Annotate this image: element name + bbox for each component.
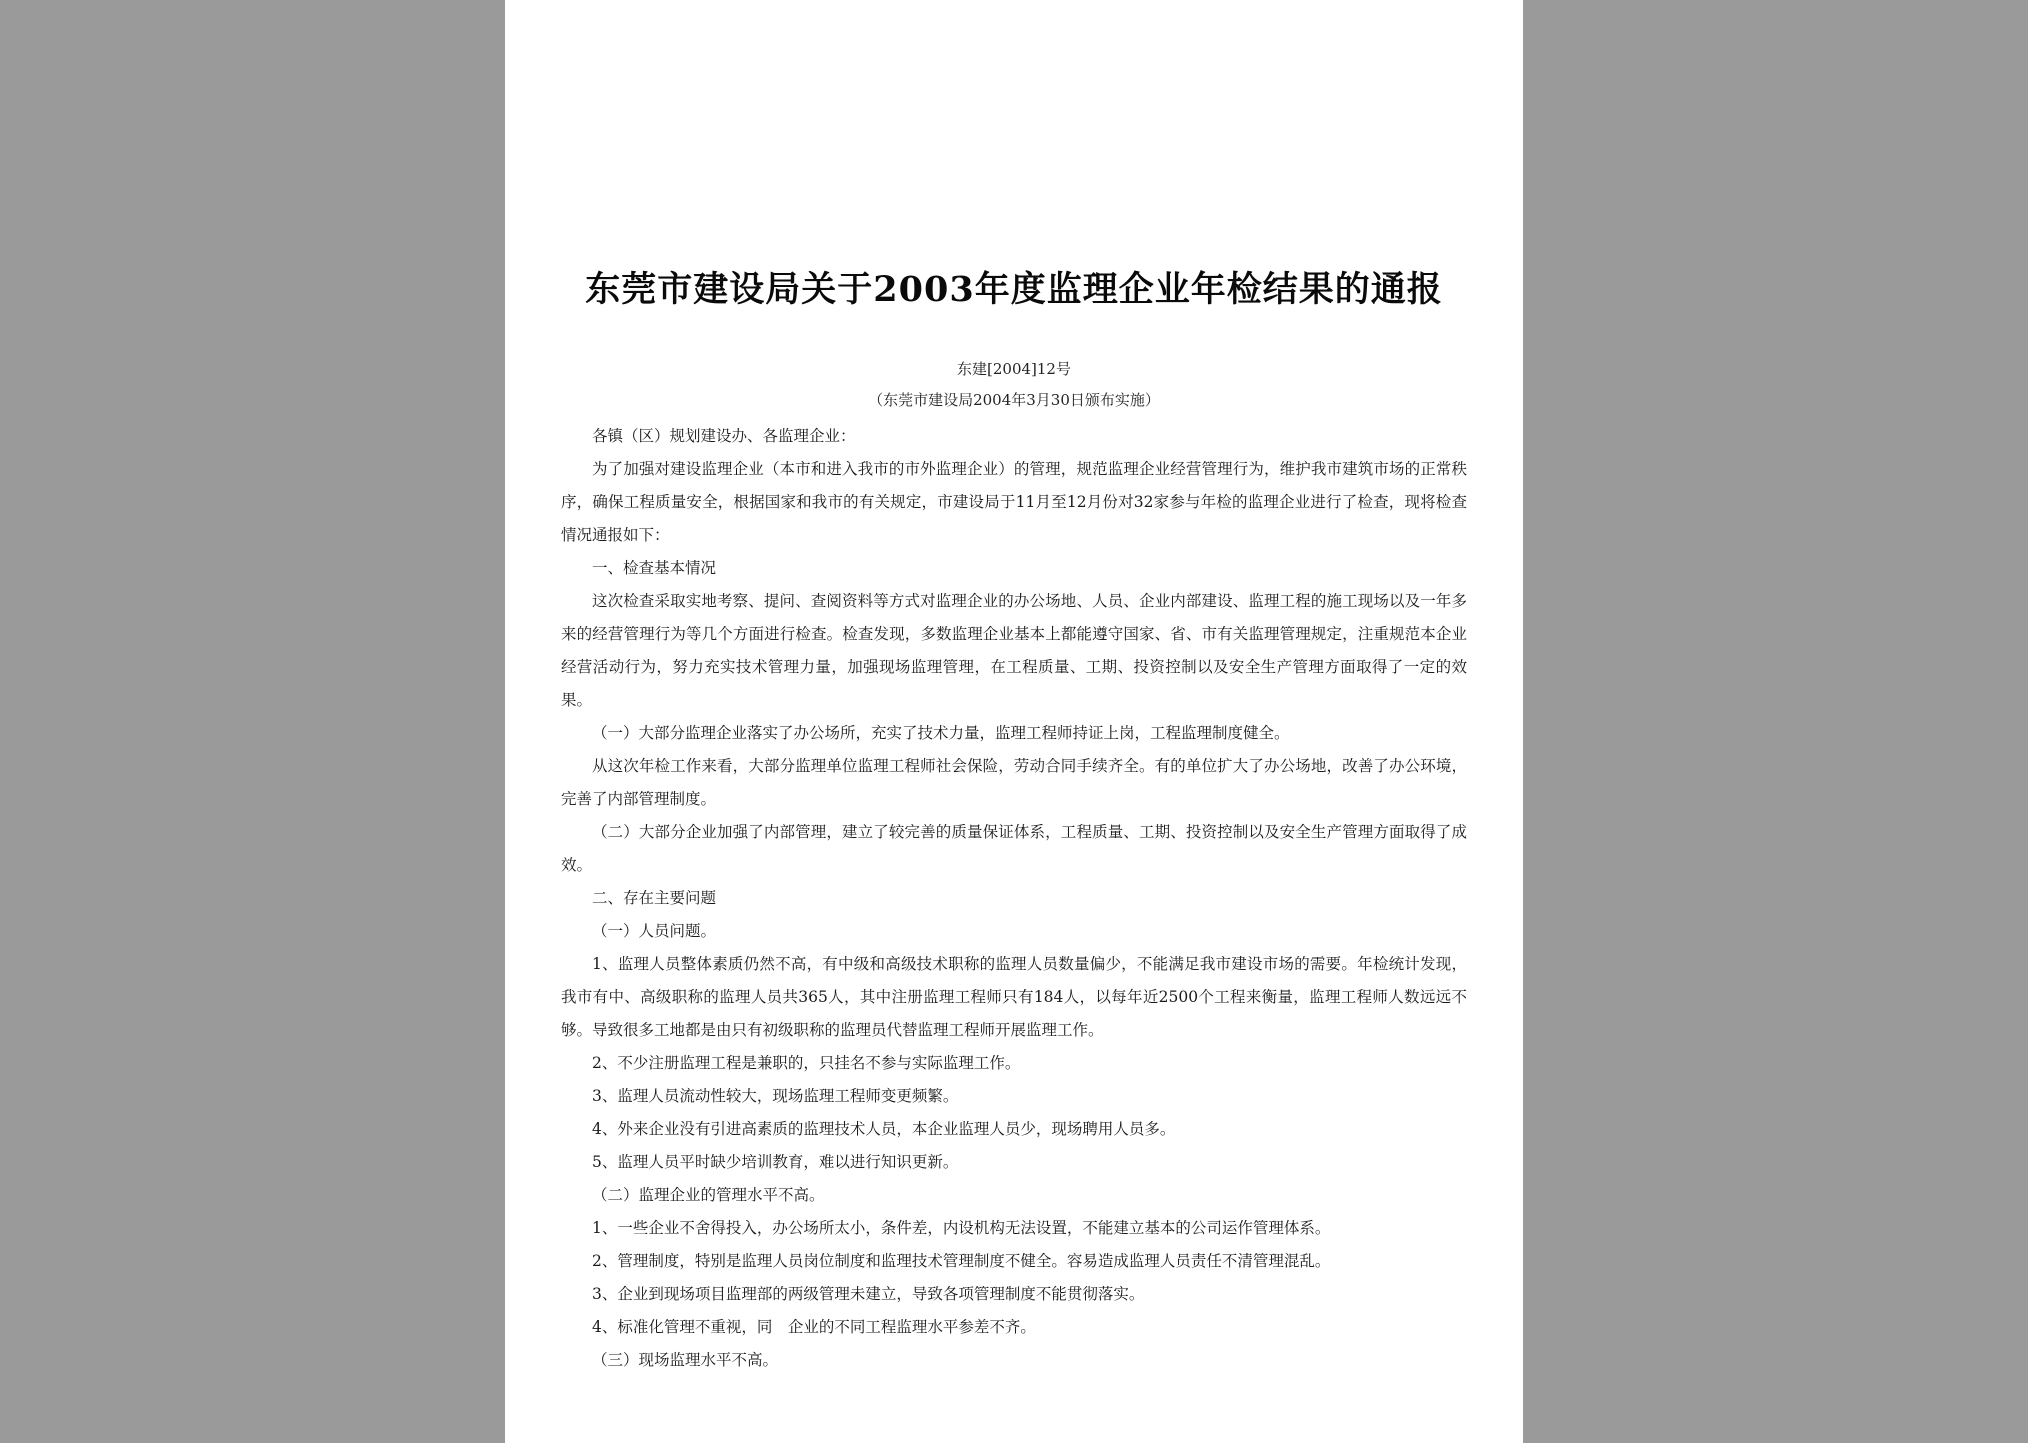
document-issue-note: （东莞市建设局2004年3月30日颁布实施）	[868, 391, 1160, 409]
paragraph: 从这次年检工作来看，大部分监理单位监理工程师社会保险，劳动合同手续齐全。有的单位扩大了办公场地，改善了办公环境，完善了内部管理制度。	[561, 757, 1467, 808]
salutation: 各镇（区）规划建设办、各监理企业：	[592, 427, 856, 445]
list-item: 1、一些企业不舍得投入，办公场所太小，条件差，内设机构无法设置，不能建立基本的公司运作管理体系。	[592, 1219, 1331, 1237]
subsection-heading: （三）现场监理水平不高。	[592, 1351, 779, 1369]
subsection-heading: （二）监理企业的管理水平不高。	[592, 1186, 825, 1204]
list-item: 1、监理人员整体素质仍然不高，有中级和高级技术职称的监理人员数量偏少，不能满足我市建设市场的需要。年检统计发现，我市有中、高级职称的监理人员共365人，其中注册监理工程师只有184人，以每年近2500个工程来衡量，监理工程师人数远远不够。导致很多工地都是由只有初级职称的监理员代替监理工程师开展监理工作。	[561, 955, 1467, 1039]
list-item: 2、不少注册监理工程是兼职的，只挂名不参与实际监理工作。	[592, 1054, 1021, 1072]
document-number: 东建[2004]12号	[957, 360, 1071, 378]
paragraph: （二）大部分企业加强了内部管理，建立了较完善的质量保证体系，工程质量、工期、投资控制以及安全生产管理方面取得了成效。	[561, 823, 1467, 874]
paragraph: 为了加强对建设监理企业（本市和进入我市的市外监理企业）的管理，规范监理企业经营管理行为，维护我市建筑市场的正常秩序，确保工程质量安全，根据国家和我市的有关规定，市建设局于11月至12月份对32家参与年检的监理企业进行了检查，现将检查情况通报如下：	[561, 460, 1467, 544]
list-item: 3、企业到现场项目监理部的两级管理未建立，导致各项管理制度不能贯彻落实。	[592, 1285, 1145, 1303]
document-page	[505, 0, 1523, 1443]
document-title: 东莞市建设局关于2003年度监理企业年检结果的通报	[585, 269, 1443, 310]
section-heading: 一、检查基本情况	[592, 559, 717, 577]
list-item: 3、监理人员流动性较大，现场监理工程师变更频繁。	[592, 1087, 959, 1105]
list-item: 4、标准化管理不重视，同 企业的不同工程监理水平参差不齐。	[592, 1318, 1036, 1336]
subsection-heading: （一）人员问题。	[592, 922, 717, 940]
paragraph: 这次检查采取实地考察、提问、查阅资料等方式对监理企业的办公场地、人员、企业内部建设、监理工程的施工现场以及一年多来的经营管理行为等几个方面进行检查。检查发现，多数监理企业基本上都能遵守国家、省、市有关监理管理规定，注重规范本企业经营活动行为，努力充实技术管理力量，加强现场监理管理，在工程质量、工期、投资控制以及安全生产管理方面取得了一定的效果。	[561, 592, 1467, 709]
list-item: 4、外来企业没有引进高素质的监理技术人员，本企业监理人员少，现场聘用人员多。	[592, 1120, 1176, 1138]
document-body	[561, 420, 1467, 1377]
list-item: 2、管理制度，特别是监理人员岗位制度和监理技术管理制度不健全。容易造成监理人员责任不清管理混乱。	[592, 1252, 1331, 1270]
section-heading: 二、存在主要问题	[592, 889, 717, 907]
paragraph: （一）大部分监理企业落实了办公场所，充实了技术力量，监理工程师持证上岗，工程监理制度健全。	[592, 724, 1290, 742]
list-item: 5、监理人员平时缺少培训教育，难以进行知识更新。	[592, 1153, 959, 1171]
